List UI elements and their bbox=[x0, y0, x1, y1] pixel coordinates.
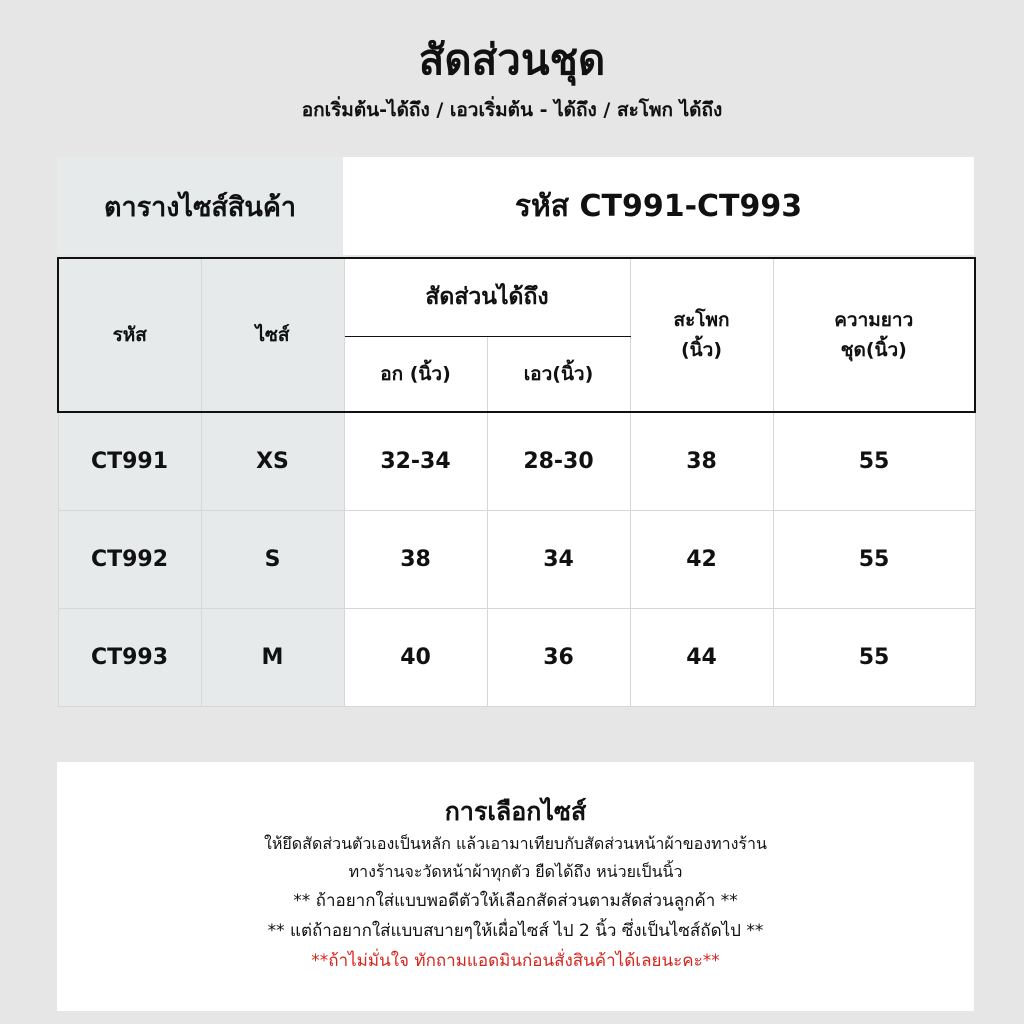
size-guide-warning: **ถ้าไม่มั่นใจ ทักถามแอดมินก่อนสั่งสินค้าได้เลยนะคะ** bbox=[311, 951, 720, 971]
size-guide bbox=[57, 762, 974, 1011]
size-guide-note: ** แต่ถ้าอยากใส่แบบสบายๆให้เผื่อไซส์ ไป 2 นิ้ว ซึ่งเป็นไซส์ถัดไป ** bbox=[267, 921, 764, 941]
cell-chest: 40 bbox=[344, 609, 487, 707]
cell-size: S bbox=[201, 511, 344, 609]
cell-waist: 34 bbox=[487, 511, 630, 609]
header-hip: สะโพก (นิ้ว) bbox=[630, 258, 773, 412]
size-guide-note: ** ถ้าอยากใส่แบบพอดีตัวให้เลือกสัดส่วนตามสัดส่วนลูกค้า ** bbox=[293, 891, 738, 911]
table-row bbox=[58, 511, 975, 609]
cell-code: CT993 bbox=[58, 609, 201, 707]
size-chart-label: ตารางไซส์สินค้า bbox=[57, 157, 343, 255]
table-row bbox=[58, 412, 975, 511]
cell-length: 55 bbox=[773, 511, 975, 609]
cell-chest: 38 bbox=[344, 511, 487, 609]
size-guide-title: การเลือกไซส์ bbox=[444, 797, 587, 826]
header-size: ไซส์ bbox=[201, 258, 344, 412]
cell-chest: 32-34 bbox=[344, 412, 487, 511]
cell-size: XS bbox=[201, 412, 344, 511]
table-row bbox=[58, 609, 975, 707]
header-chest: อก (นิ้ว) bbox=[344, 336, 487, 412]
product-code-range: รหัส CT991-CT993 bbox=[343, 157, 974, 255]
header-length: ความยาว ชุด(นิ้ว) bbox=[773, 258, 975, 412]
size-guide-line: ให้ยึดสัดส่วนตัวเองเป็นหลัก แล้วเอามาเทียบกับสัดส่วนหน้าผ้าของทางร้าน bbox=[264, 834, 767, 853]
cell-hip: 42 bbox=[630, 511, 773, 609]
cell-hip: 38 bbox=[630, 412, 773, 511]
header-measurement-group: สัดส่วนได้ถึง bbox=[344, 258, 630, 336]
size-chart bbox=[57, 157, 974, 704]
cell-code: CT992 bbox=[58, 511, 201, 609]
cell-size: M bbox=[201, 609, 344, 707]
cell-waist: 28-30 bbox=[487, 412, 630, 511]
cell-length: 55 bbox=[773, 412, 975, 511]
page-title: สัดส่วนชุด bbox=[418, 35, 606, 84]
size-table bbox=[57, 257, 976, 707]
cell-hip: 44 bbox=[630, 609, 773, 707]
size-guide-line: ทางร้านจะวัดหน้าผ้าทุกตัว ยืดได้ถึง หน่วยเป็นนิ้ว bbox=[348, 862, 683, 881]
cell-waist: 36 bbox=[487, 609, 630, 707]
header-waist: เอว(นิ้ว) bbox=[487, 336, 630, 412]
page-subtitle: อกเริ่มต้น-ได้ถึง / เอวเริ่มต้น - ได้ถึง / สะโพก ได้ถึง bbox=[301, 99, 723, 121]
header-code: รหัส bbox=[58, 258, 201, 412]
cell-length: 55 bbox=[773, 609, 975, 707]
cell-code: CT991 bbox=[58, 412, 201, 511]
